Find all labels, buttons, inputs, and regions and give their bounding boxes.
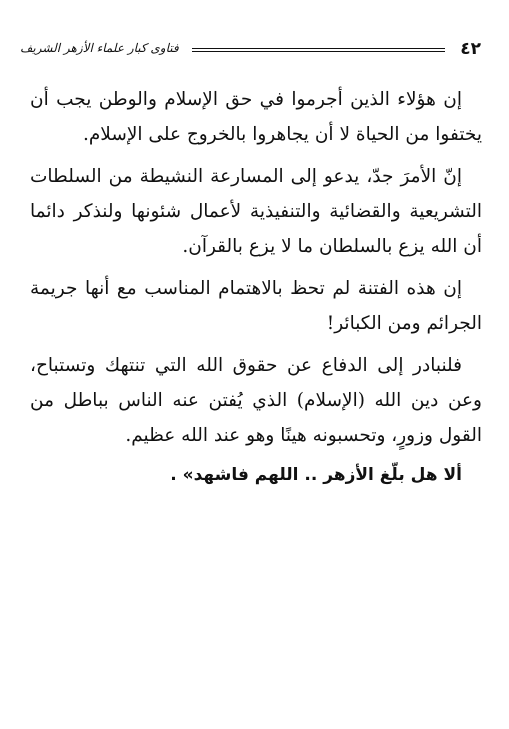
page-body	[30, 82, 482, 491]
header-rule	[192, 48, 445, 52]
paragraph-1: إن هؤلاء الذين أجرموا في حق الإسلام والوطن يجب أن يختفوا من الحياة لا أن يجاهروا بالخروج على الإسلام.	[30, 89, 482, 145]
paragraph-4: فلنبادر إلى الدفاع عن حقوق الله التي تنتهك وتستباح، وعن دين الله (الإسلام) الذي يُفتن عنه الناس بباطل من القول وزورٍ، وتحسبونه هينًا وهو عند الله عظيم.	[30, 355, 482, 446]
running-title: فتاوى كبار علماء الأزهر الشريف	[20, 41, 179, 55]
paragraph-2: إنّ الأمرَ جدّ، يدعو إلى المسارعة النشيطة من السلطات التشريعية والقضائية والتنفيذية لأعمال شئونها ولنذكر دائما أن الله يزع بالسلطان ما لا يزع بالقرآن.	[30, 166, 482, 257]
page-header	[20, 38, 481, 64]
closing-line: ألا هل بلّغ الأزهر .. اللهم فاشهد» .	[170, 465, 462, 485]
paragraph-3: إن هذه الفتنة لم تحظ بالاهتمام المناسب مع أنها جريمة الجرائم ومن الكبائر!	[30, 278, 482, 334]
page-number: ٤٢	[460, 39, 481, 59]
